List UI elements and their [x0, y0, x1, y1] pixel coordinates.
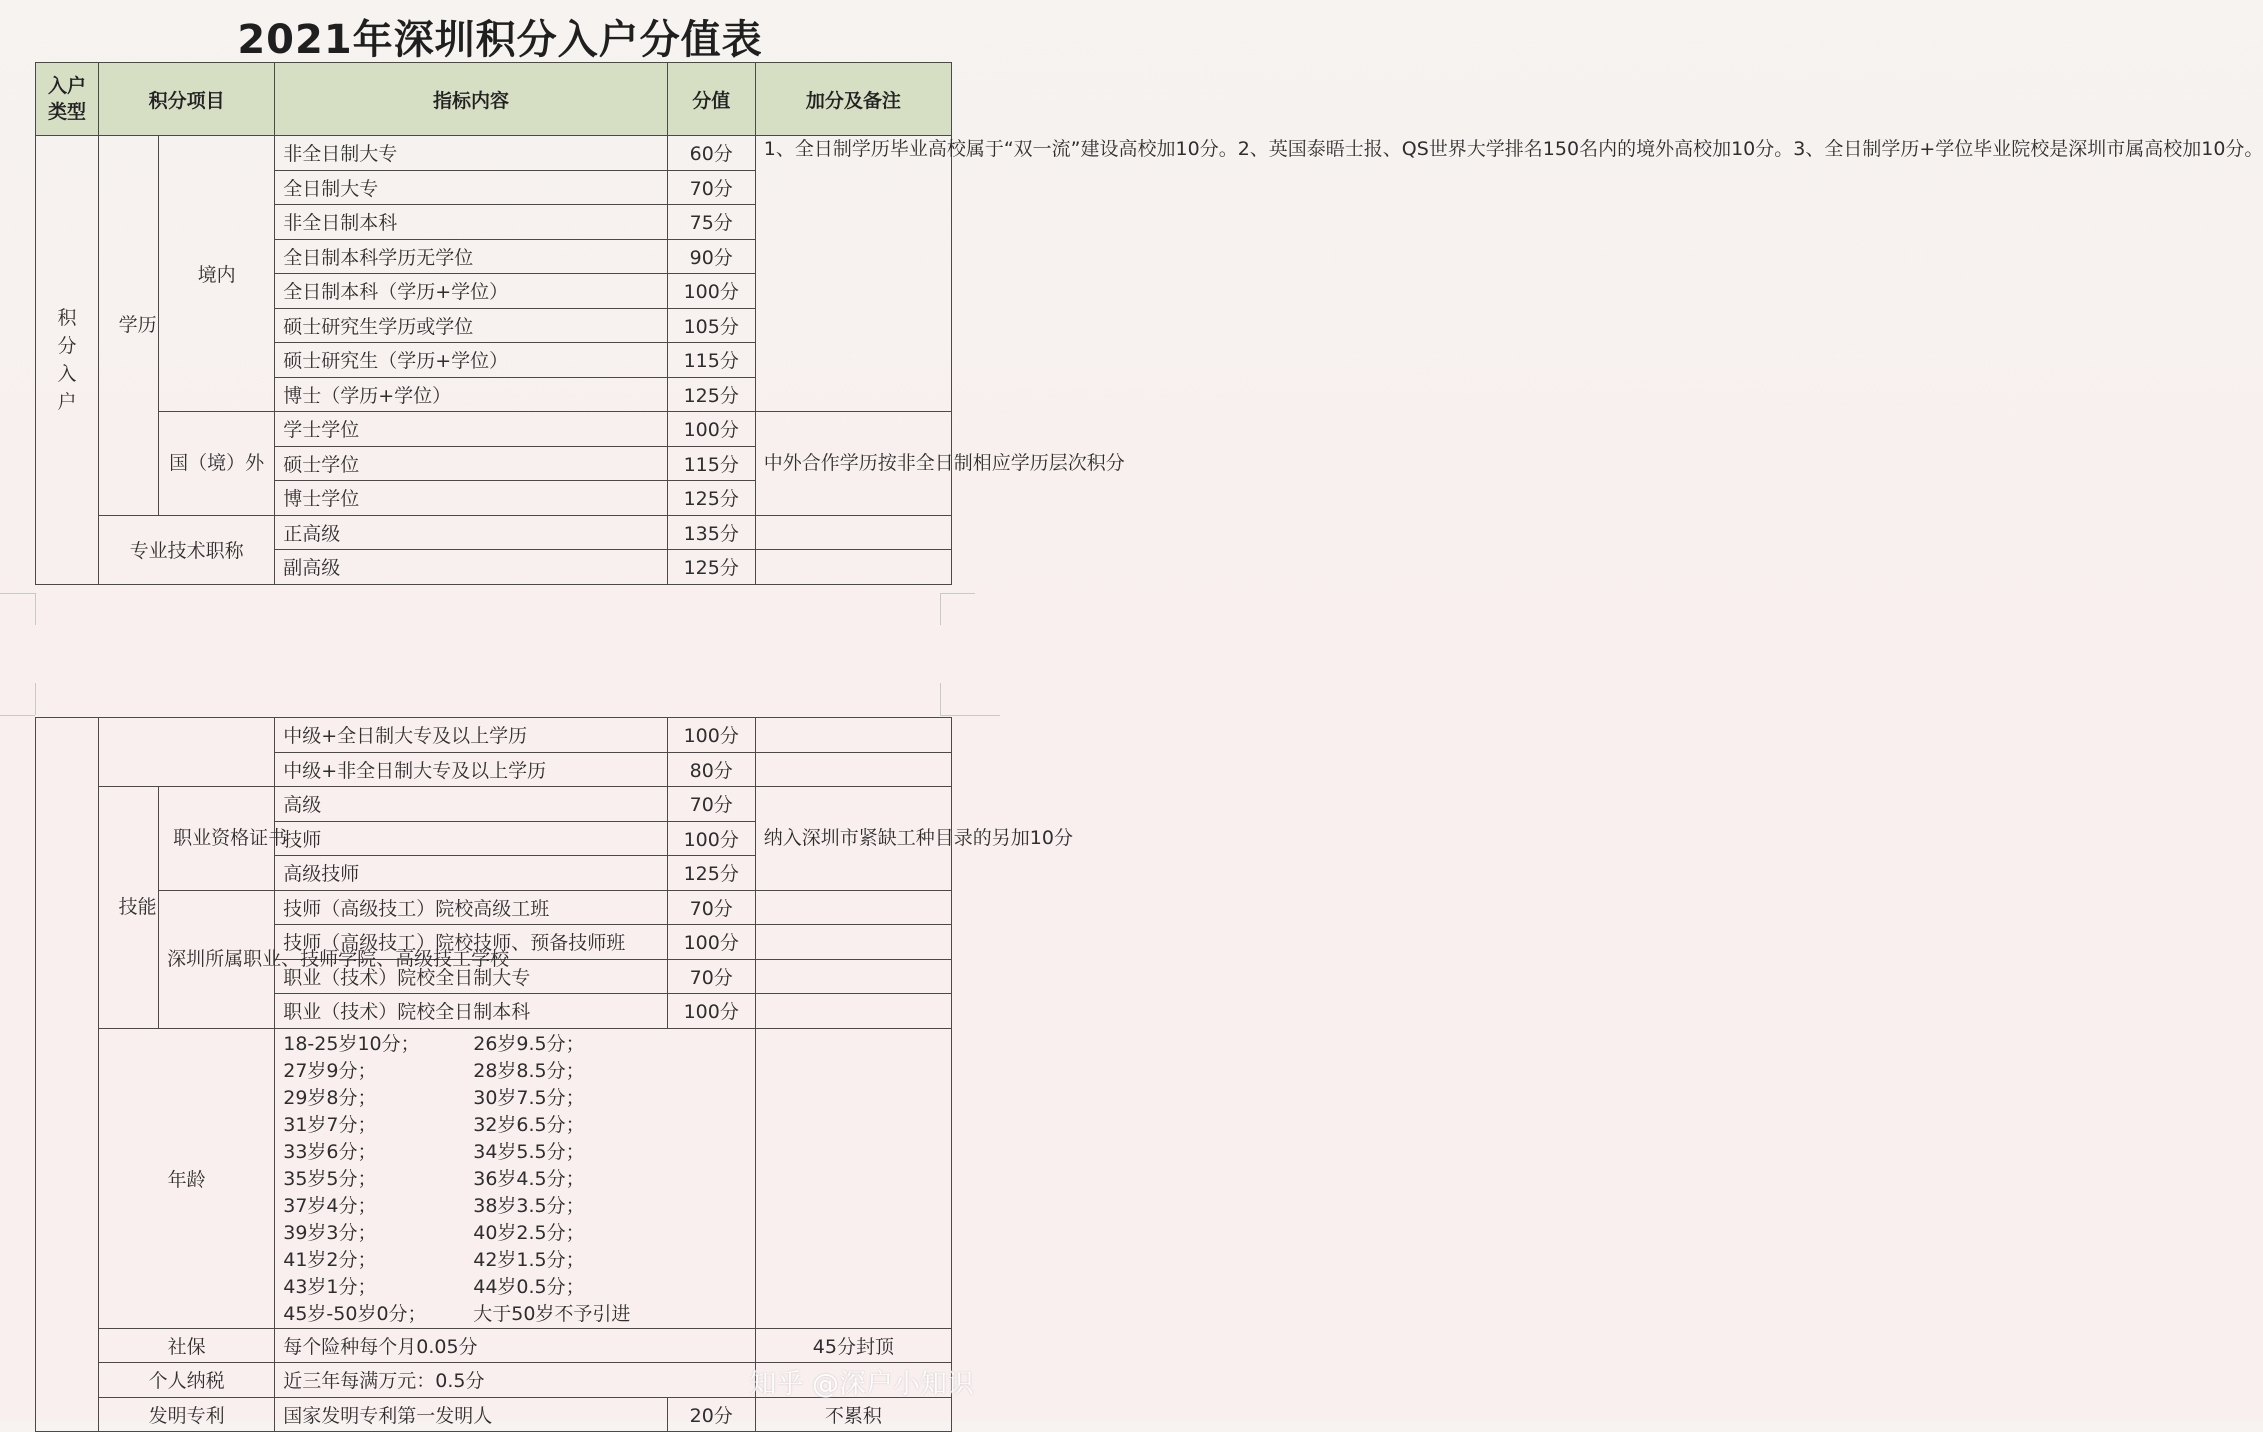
skill-label [99, 787, 159, 1029]
category-main-text: 积分入户 [57, 306, 77, 413]
row-note-empty [755, 925, 951, 960]
row-note-empty [755, 718, 951, 753]
domestic-note: 1、全日制学历毕业高校属于“双一流”建设高校加10分。2、英国泰晤士报、QS世界大学排名150名内的境外高校加10分。3、全日制学历+学位毕业院校是深圳市属高校加10分。 [755, 136, 951, 412]
row-score: 70分 [667, 170, 755, 205]
age-content [275, 1028, 756, 1328]
row-content: 全日制大专 [275, 170, 667, 205]
row-content: 职业（技术）院校全日制大专 [275, 959, 667, 994]
row-score: 100分 [667, 718, 755, 753]
age-list [283, 1029, 747, 1328]
row-score: 100分 [667, 412, 755, 447]
mid-label-empty [99, 718, 275, 787]
row-score: 125分 [667, 377, 755, 412]
row-content: 技师 [275, 821, 667, 856]
score-table-bottom [35, 717, 1073, 1432]
crop-mark [0, 715, 35, 716]
header-type: 入户类型 [36, 63, 99, 136]
age-item: 42岁1.5分； [473, 1248, 585, 1271]
row-score: 60分 [667, 136, 755, 171]
score-table-top [35, 62, 2263, 585]
age-label: 年龄 [99, 1028, 275, 1328]
crop-mark [35, 683, 36, 715]
row-note-empty [755, 515, 951, 550]
row-content: 博士学位 [275, 481, 667, 516]
row-score: 100分 [667, 994, 755, 1029]
row-score: 100分 [667, 925, 755, 960]
age-item: 39岁3分； [283, 1221, 377, 1244]
patent-note: 不累积 [755, 1397, 951, 1432]
age-item: 43岁1分； [283, 1275, 377, 1298]
row-content: 硕士学位 [275, 446, 667, 481]
row-score: 125分 [667, 856, 755, 891]
age-item: 28岁8.5分； [473, 1059, 585, 1082]
age-item: 45岁-50岁0分； [283, 1302, 427, 1325]
row-content: 技师（高级技工）院校高级工班 [275, 890, 667, 925]
tax-label: 个人纳税 [99, 1363, 275, 1398]
age-item: 32岁6.5分； [473, 1113, 585, 1136]
row-score: 115分 [667, 446, 755, 481]
row-score: 70分 [667, 959, 755, 994]
social-content: 每个险种每个月0.05分 [275, 1328, 756, 1363]
row-score: 70分 [667, 787, 755, 822]
age-item: 33岁6分； [283, 1140, 377, 1163]
age-item: 31岁7分； [283, 1113, 377, 1136]
social-label: 社保 [99, 1328, 275, 1363]
row-score: 115分 [667, 343, 755, 378]
age-item: 37岁4分； [283, 1194, 377, 1217]
row-score: 125分 [667, 481, 755, 516]
edu-label [99, 136, 159, 516]
age-item: 41岁2分； [283, 1248, 377, 1271]
age-item: 44岁0.5分； [473, 1275, 585, 1298]
school-label: 深圳所属职业、技师学院、高级技工学校 [159, 890, 275, 1028]
age-item: 大于50岁不予引进 [473, 1302, 631, 1325]
cert-note: 纳入深圳市紧缺工种目录的另加10分 [755, 787, 951, 891]
table-row [36, 890, 952, 925]
row-content: 副高级 [275, 550, 667, 585]
table-row [36, 718, 952, 753]
header-score: 分值 [667, 63, 755, 136]
age-item: 38岁3.5分； [473, 1194, 585, 1217]
row-score: 105分 [667, 308, 755, 343]
row-score: 100分 [667, 274, 755, 309]
page-title: 2021年深圳积分入户分值表 [237, 17, 763, 63]
row-content: 硕士研究生（学历+学位） [275, 343, 667, 378]
patent-content: 国家发明专利第一发明人 [275, 1397, 667, 1432]
overseas-label: 国（境）外 [159, 412, 275, 516]
row-score: 100分 [667, 821, 755, 856]
row-note-empty [755, 752, 951, 787]
row-score: 135分 [667, 515, 755, 550]
header-content: 指标内容 [275, 63, 667, 136]
row-content: 非全日制大专 [275, 136, 667, 171]
page-break [0, 585, 1000, 715]
overseas-note: 中外合作学历按非全日制相应学历层次积分 [755, 412, 951, 516]
row-content: 技师（高级技工）院校技师、预备技师班 [275, 925, 667, 960]
header-note: 加分及备注 [755, 63, 951, 136]
age-item: 27岁9分； [283, 1059, 377, 1082]
table-row-age [36, 1028, 952, 1328]
table-row [36, 515, 952, 550]
row-content: 职业（技术）院校全日制本科 [275, 994, 667, 1029]
age-item: 35岁5分； [283, 1167, 377, 1190]
age-item: 29岁8分； [283, 1086, 377, 1109]
table-row [36, 412, 952, 447]
age-item: 36岁4.5分； [473, 1167, 585, 1190]
row-score: 90分 [667, 239, 755, 274]
row-content: 全日制本科（学历+学位） [275, 274, 667, 309]
age-item: 30岁7.5分； [473, 1086, 585, 1109]
domestic-label: 境内 [159, 136, 275, 412]
social-note: 45分封顶 [755, 1328, 951, 1363]
row-score: 70分 [667, 890, 755, 925]
watermark-text: 知乎 @深户小知识 [749, 1369, 974, 1400]
row-content: 中级+全日制大专及以上学历 [275, 718, 667, 753]
table-row [36, 1328, 952, 1363]
row-content: 中级+非全日制大专及以上学历 [275, 752, 667, 787]
age-item: 40岁2.5分； [473, 1221, 585, 1244]
age-item: 34岁5.5分； [473, 1140, 585, 1163]
header-item: 积分项目 [99, 63, 275, 136]
cert-label: 职业资格证书 [159, 787, 275, 891]
patent-score: 20分 [667, 1397, 755, 1432]
row-content: 全日制本科学历无学位 [275, 239, 667, 274]
row-content: 博士（学历+学位） [275, 377, 667, 412]
category-main [36, 136, 99, 585]
row-score: 125分 [667, 550, 755, 585]
row-content: 非全日制本科 [275, 205, 667, 240]
crop-mark [0, 593, 35, 594]
row-note-empty [755, 959, 951, 994]
row-content: 高级 [275, 787, 667, 822]
table-row [36, 1397, 952, 1432]
age-item: 18-25岁10分； [283, 1032, 420, 1055]
skill-label-text: 技能 [118, 896, 157, 919]
row-content: 硕士研究生学历或学位 [275, 308, 667, 343]
patent-label: 发明专利 [99, 1397, 275, 1432]
row-note-empty [755, 890, 951, 925]
row-content: 正高级 [275, 515, 667, 550]
header-row [36, 63, 952, 136]
crop-mark [940, 683, 941, 715]
row-score: 75分 [667, 205, 755, 240]
tax-content: 近三年每满万元：0.5分 [275, 1363, 756, 1398]
row-content: 高级技师 [275, 856, 667, 891]
table-row [36, 787, 952, 822]
category-main-continued [36, 718, 99, 1432]
crop-mark [940, 593, 975, 594]
row-content: 学士学位 [275, 412, 667, 447]
crop-mark [35, 593, 36, 625]
title-rank-label: 专业技术职称 [99, 515, 275, 584]
crop-mark [940, 715, 1000, 716]
row-note-empty [755, 994, 951, 1029]
table-row [36, 136, 952, 171]
age-note-empty [755, 1028, 951, 1328]
crop-mark [940, 593, 941, 625]
edu-label-text: 学历 [118, 314, 157, 337]
age-item: 26岁9.5分； [473, 1032, 585, 1055]
row-score: 80分 [667, 752, 755, 787]
row-note-empty [755, 550, 951, 585]
